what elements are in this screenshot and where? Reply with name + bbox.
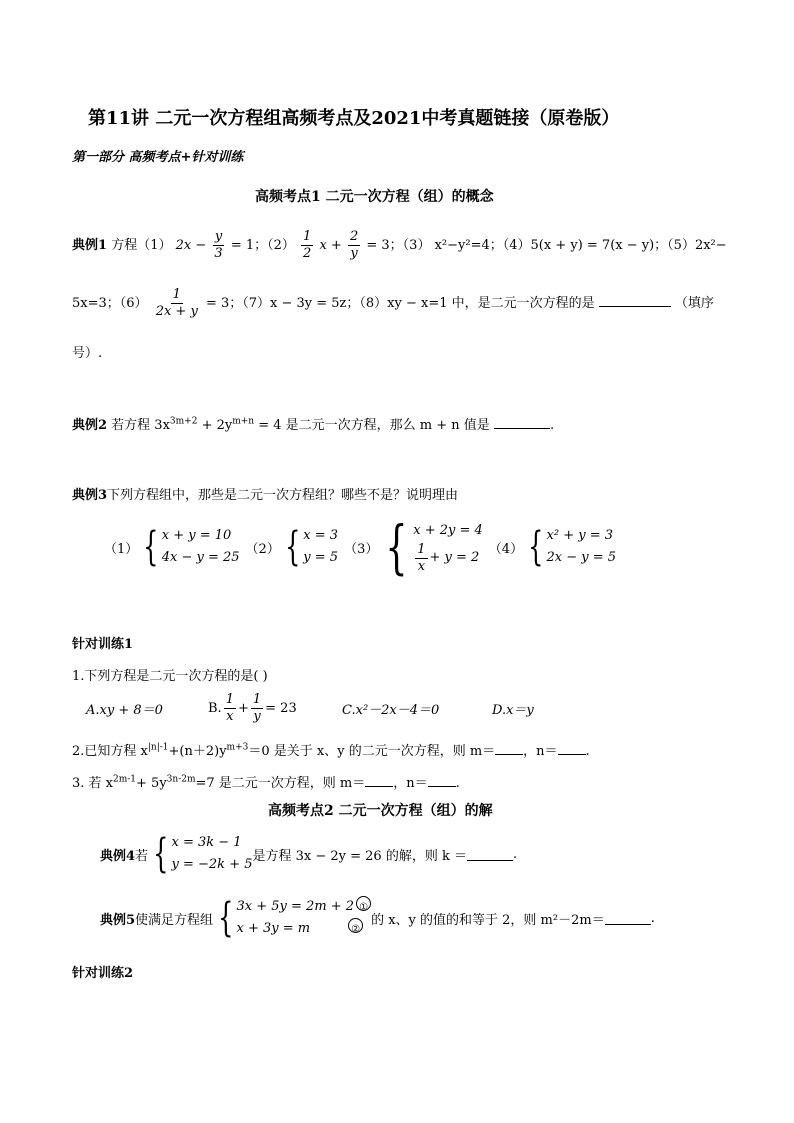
training-2-heading: 针对训练2 [72, 966, 134, 981]
training-1-options [86, 692, 606, 725]
example-4-system: { x = 3k − 1 y = −2k + 5 [153, 831, 253, 877]
example-1-label: 典例1 [72, 238, 108, 253]
answer-blank-n[interactable] [428, 774, 456, 787]
answer-blank-n[interactable] [558, 742, 586, 755]
option-a[interactable]: A.xy + 8＝0 [86, 703, 163, 718]
example-2-text-c: = 4 是二元一次方程，那么 m + n 值是 [254, 418, 490, 433]
eq6-to-8: = 3；（7）x − 3y = 5z；（8）xy − x=1 中，是二元一次方程的是 [205, 296, 595, 311]
example-5-label: 典例5 [100, 912, 136, 928]
example-5-tail: . [650, 910, 655, 926]
fraction-1-over-2x-plus-y: $\frac{1}{2x + y}$ [155, 287, 198, 319]
eq2-mid: x + [319, 238, 342, 253]
example-2 [72, 414, 554, 433]
training-1-heading: 针对训练1 [72, 637, 134, 652]
part-heading: 第一部分 高频考点+针对训练 [72, 150, 244, 165]
eq1-part-b: = 1；（2） [230, 238, 295, 253]
option-c[interactable]: C.x²－2x－4＝0 [342, 703, 440, 718]
answer-blank[interactable] [467, 848, 513, 861]
example-5-lead: 使满足方程组 [135, 912, 214, 928]
system-2-label: （2） [245, 541, 280, 557]
option-b[interactable]: B. $\frac{1}{x}$ + $\frac{1}{y}$ = 23 [208, 692, 297, 724]
system-4: { x² + y = 3 2x − y = 5 [528, 524, 617, 570]
topic-2-heading: 高频考点2 二元一次方程（组）的解 [268, 803, 493, 819]
example-3-systems [104, 513, 617, 581]
example-1-line-3: 号）. [72, 346, 103, 361]
system-1: { x + y = 10 4x − y = 25 [143, 524, 240, 570]
example-1-lead: 方程（1） [111, 238, 172, 253]
system-3-label: （3） [344, 541, 379, 557]
example-4-label: 典例4 [100, 848, 136, 864]
page-title: 第11讲 二元一次方程组高频考点及2021中考真题链接（原卷版） [88, 108, 620, 129]
example-4-text: 是方程 3x − 2y = 26 的解，则 k ＝ [252, 848, 467, 864]
system-2: { x = 3 y = 5 [284, 524, 339, 570]
option-d[interactable]: D.x＝y [492, 703, 534, 718]
example-2-label: 典例2 [72, 418, 108, 433]
example-2-text-b: + 2y [197, 418, 233, 433]
eq3-to-5: x²−y²=4；（4）5(x + y) = 7(x − y)；（5）2x²− [434, 238, 727, 253]
fraction-y-over-3: $\frac{y}{3}$ [214, 229, 223, 261]
answer-blank-m[interactable] [365, 774, 393, 787]
system-3: { x + 2y = 4 $\frac{1}{x}$ + y = 2 [385, 513, 483, 581]
eq2-part-b: = 3；（3） [366, 238, 431, 253]
example-1-tail: （填序 [674, 296, 714, 311]
example-5 [100, 896, 655, 940]
answer-blank-m[interactable] [495, 742, 523, 755]
training-1-q3: 3. 若 $x^{2m-1}+ 5y^{3n-2m}=7$ 是二元一次方程，则 m＝ ，n＝ . [72, 774, 460, 791]
eq5-cont: 5x=3；（6） [72, 296, 148, 311]
training-1-q2: 2.已知方程 $x^{|n|-1}+(n+2)y^{m+3}=0$ 是关于 x、y 的二元一次方程，则 m＝ ，n＝ . [72, 742, 590, 759]
exponent-2: m+n [232, 416, 255, 427]
exponent-1: 3m+2 [169, 416, 198, 427]
example-4-tail: . [512, 846, 518, 862]
example-3-prompt [72, 484, 458, 503]
fraction-1-over-2: $\frac{1}{2}$ [303, 229, 312, 261]
answer-blank[interactable] [605, 912, 651, 925]
example-4-lead: 若 [135, 848, 149, 864]
eq1-part-a: 2x − [175, 238, 207, 253]
fraction-2-over-y: $\frac{2}{y}$ [349, 229, 359, 261]
training-1-q1: 1.下列方程是二元一次方程的是( ) [72, 669, 268, 684]
system-1-label: （1） [104, 541, 139, 557]
answer-blank[interactable] [599, 294, 671, 307]
example-1-line-2 [72, 284, 714, 324]
example-5-text: 的 x、y 的值的和等于 2，则 m²－2m＝ [371, 912, 605, 928]
example-5-system: { 3x + 5y = 2m + 2 ① x + 3y = m ② [213, 896, 371, 940]
example-2-tail: . [549, 418, 555, 433]
answer-blank[interactable] [494, 416, 550, 429]
example-3-label: 典例3 [72, 488, 108, 503]
example-4 [100, 832, 517, 876]
example-1-line-1 [72, 226, 727, 266]
topic-1-heading: 高频考点1 二元一次方程（组）的概念 [255, 189, 494, 205]
example-2-text-a: 若方程 3x [107, 418, 170, 433]
system-4-label: （4） [488, 541, 524, 557]
example-3-text: 下列方程组中，那些是二元一次方程组？哪些不是？说明理由 [107, 488, 459, 503]
